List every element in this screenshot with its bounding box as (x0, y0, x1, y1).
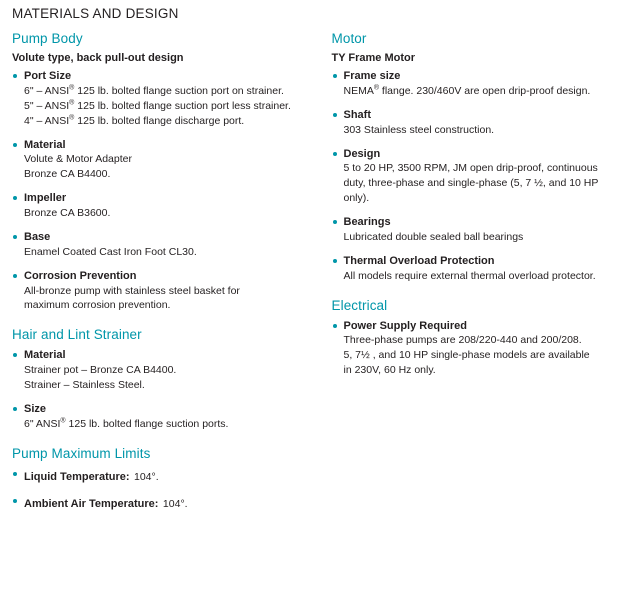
item-value: 104°. (133, 470, 159, 483)
section-heading: Pump Maximum Limits (12, 445, 151, 461)
list-item (12, 269, 300, 314)
list-item (12, 402, 300, 432)
bullet-list (332, 69, 620, 284)
item-label: Material (24, 138, 66, 151)
item-body (344, 333, 620, 378)
item-label: Impeller (24, 192, 67, 205)
item-body (344, 269, 620, 284)
list-item (332, 215, 620, 245)
item-line: Bronze CA B3600. (24, 207, 111, 220)
item-body (24, 206, 300, 221)
section-heading: Hair and Lint Strainer (12, 327, 142, 343)
item-body (24, 363, 300, 393)
list-item (12, 467, 300, 485)
list-item (12, 138, 300, 183)
item-label: Material (24, 349, 66, 362)
item-line: 303 Stainless steel construction. (343, 123, 495, 136)
item-line: Volute & Motor Adapter (24, 153, 132, 166)
item-line: maximum corrosion prevention. (24, 299, 171, 312)
item-body (344, 161, 620, 206)
item-line: 5 to 20 HP, 3500 RPM, JM open drip-proof, continuous (343, 162, 598, 175)
section-heading: Pump Body (12, 31, 83, 46)
list-item (12, 69, 300, 129)
item-line: Three-phase pumps are 208/220-440 and 200/208. (343, 334, 582, 347)
right-column (318, 31, 620, 387)
list-item (332, 108, 620, 138)
page-title: MATERIALS AND DESIGN (12, 6, 179, 21)
bullet-list (12, 69, 300, 313)
list-item (12, 494, 300, 512)
item-body (24, 152, 300, 182)
bullet-list (332, 319, 620, 379)
item-line: NEMA® flange. 230/460V are open drip-proof design. (343, 84, 591, 97)
item-body (344, 84, 620, 99)
item-body (24, 417, 300, 432)
item-line: Lubricated double sealed ball bearings (343, 230, 524, 243)
section-pump-body (12, 31, 300, 313)
section-heading: Electrical (331, 297, 388, 313)
list-item (332, 319, 620, 379)
bullet-list (12, 348, 300, 431)
item-value: 104°. (162, 497, 188, 510)
item-line: All-bronze pump with stainless steel basket for (24, 284, 240, 297)
item-line: 6" – ANSI® 125 lb. bolted flange suction port on strainer. (24, 84, 284, 97)
list-item (332, 147, 620, 207)
item-body (24, 84, 300, 129)
list-item (12, 348, 300, 393)
item-line: Bronze CA B4400. (24, 168, 111, 181)
item-label: Ambient Air Temperature: (24, 497, 159, 510)
item-body (344, 230, 620, 245)
item-label: Bearings (343, 216, 391, 229)
item-label: Base (24, 230, 51, 243)
section-electrical (332, 298, 620, 379)
item-line: 5" – ANSI® 125 lb. bolted flange suction port less strainer. (24, 99, 291, 112)
item-label: Frame size (343, 70, 401, 82)
item-line: Strainer pot – Bronze CA B4400. (24, 364, 177, 377)
item-label: Corrosion Prevention (24, 269, 137, 282)
item-label: Liquid Temperature: (24, 470, 130, 483)
item-body (24, 284, 300, 314)
list-item (332, 254, 620, 284)
item-line: 5, 7½ , and 10 HP single-phase models are available (343, 349, 590, 362)
item-label: Port Size (24, 70, 72, 82)
item-line: All models require external thermal overload protector. (343, 269, 596, 282)
item-label: Thermal Overload Protection (343, 254, 495, 267)
item-line: duty, three-phase and single-phase (5, 7 ½, and 10 HP only). (343, 177, 599, 205)
list-item (12, 191, 300, 221)
item-line: 4" – ANSI® 125 lb. bolted flange discharge port. (24, 114, 245, 127)
item-body (24, 245, 300, 260)
item-line: 6" ANSI® 125 lb. bolted flange suction ports. (24, 417, 229, 430)
section-subhead: TY Frame Motor (331, 52, 416, 64)
section-pump-maximum-limits (12, 446, 300, 512)
item-label: Power Supply Required (343, 319, 467, 332)
section-heading: Motor (331, 31, 367, 46)
list-item (12, 230, 300, 260)
item-line: in 230V, 60 Hz only. (343, 364, 436, 377)
list-item (332, 69, 620, 99)
item-line: Strainer – Stainless Steel. (24, 379, 145, 392)
section-hair-and-lint-strainer (12, 327, 300, 431)
bullet-list (12, 467, 300, 512)
section-motor (332, 31, 620, 284)
item-label: Design (343, 147, 381, 160)
item-body (344, 123, 620, 138)
item-line: Enamel Coated Cast Iron Foot CL30. (24, 245, 197, 258)
left-column (10, 31, 300, 521)
content-columns (10, 31, 619, 521)
item-label: Size (24, 403, 47, 416)
section-subhead: Volute type, back pull-out design (12, 52, 184, 64)
item-label: Shaft (343, 108, 371, 121)
